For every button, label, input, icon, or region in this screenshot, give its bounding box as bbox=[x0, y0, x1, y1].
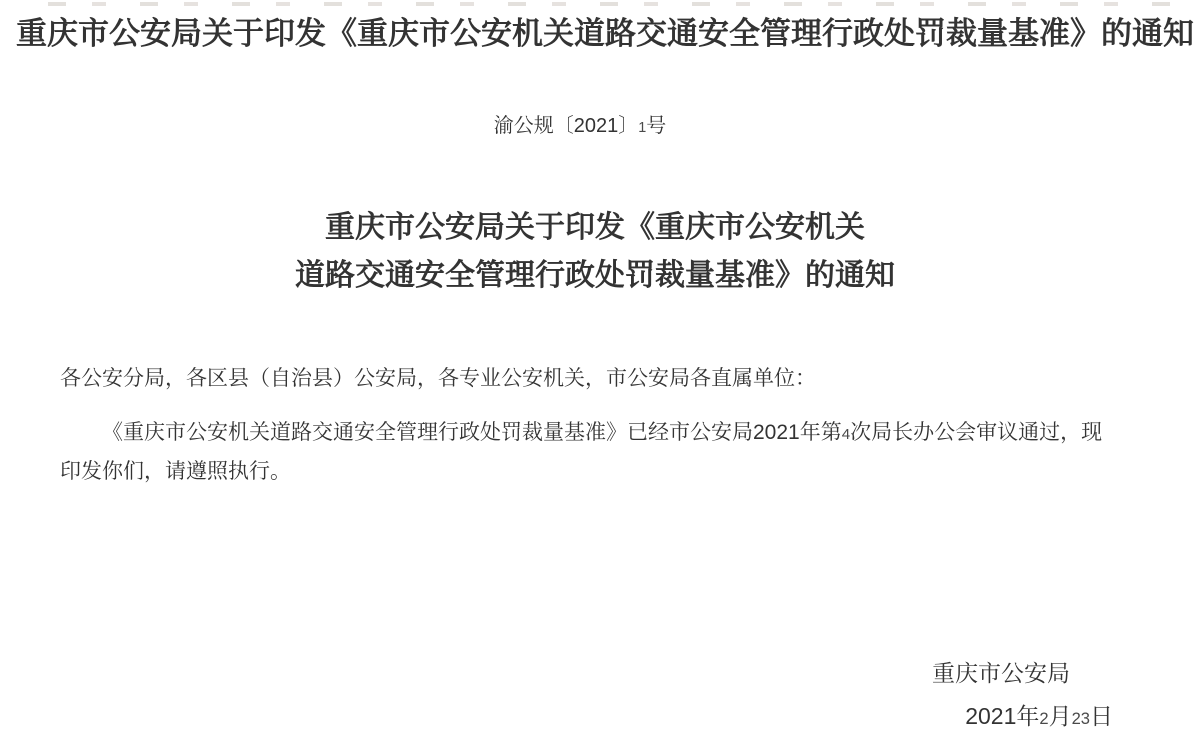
issue-date-day-unit: 日 bbox=[1090, 703, 1113, 729]
issue-date-month-number: 2 bbox=[1039, 709, 1049, 728]
body-paragraph-text-b: 次局长办公会审议通过，现 bbox=[850, 421, 1103, 444]
body-paragraph-session-number: 4 bbox=[841, 426, 851, 443]
document-heading bbox=[0, 204, 1190, 300]
clipped-text-remnant bbox=[48, 2, 1192, 6]
issue-date-day-number: 23 bbox=[1071, 709, 1090, 728]
page-title: 重庆市公安局关于印发《重庆市公安机关道路交通安全管理行政处罚裁量基准》的通知 bbox=[16, 16, 1194, 51]
doc-number-value: 1 bbox=[638, 120, 647, 136]
issue-date-year: 2021年 bbox=[965, 703, 1040, 729]
body-paragraph-text-c: 印发你们，请遵照执行。 bbox=[60, 460, 291, 483]
closing-block bbox=[0, 658, 1200, 734]
body-paragraph bbox=[60, 414, 1144, 490]
document-heading-line2: 道路交通安全管理行政处罚裁量基准》的通知 bbox=[295, 259, 895, 292]
doc-number-suffix: 号 bbox=[646, 115, 667, 137]
document-body bbox=[60, 360, 1144, 490]
issue-date-month-unit: 月 bbox=[1048, 703, 1072, 729]
issue-date bbox=[0, 701, 1200, 734]
body-paragraph-text-a: 《重庆市公安机关道路交通安全管理行政处罚裁量基准》已经市公安局2021年第 bbox=[102, 421, 842, 444]
salutation-line: 各公安分局，各区县（自治县）公安局，各专业公安机关，市公安局各直属单位： bbox=[60, 367, 816, 390]
document-heading-line1: 重庆市公安局关于印发《重庆市公安机关 bbox=[325, 211, 865, 244]
doc-number-prefix: 渝公规〔2021〕 bbox=[493, 115, 639, 137]
issuing-agency: 重庆市公安局 bbox=[932, 660, 1070, 686]
doc-number bbox=[0, 109, 1160, 138]
